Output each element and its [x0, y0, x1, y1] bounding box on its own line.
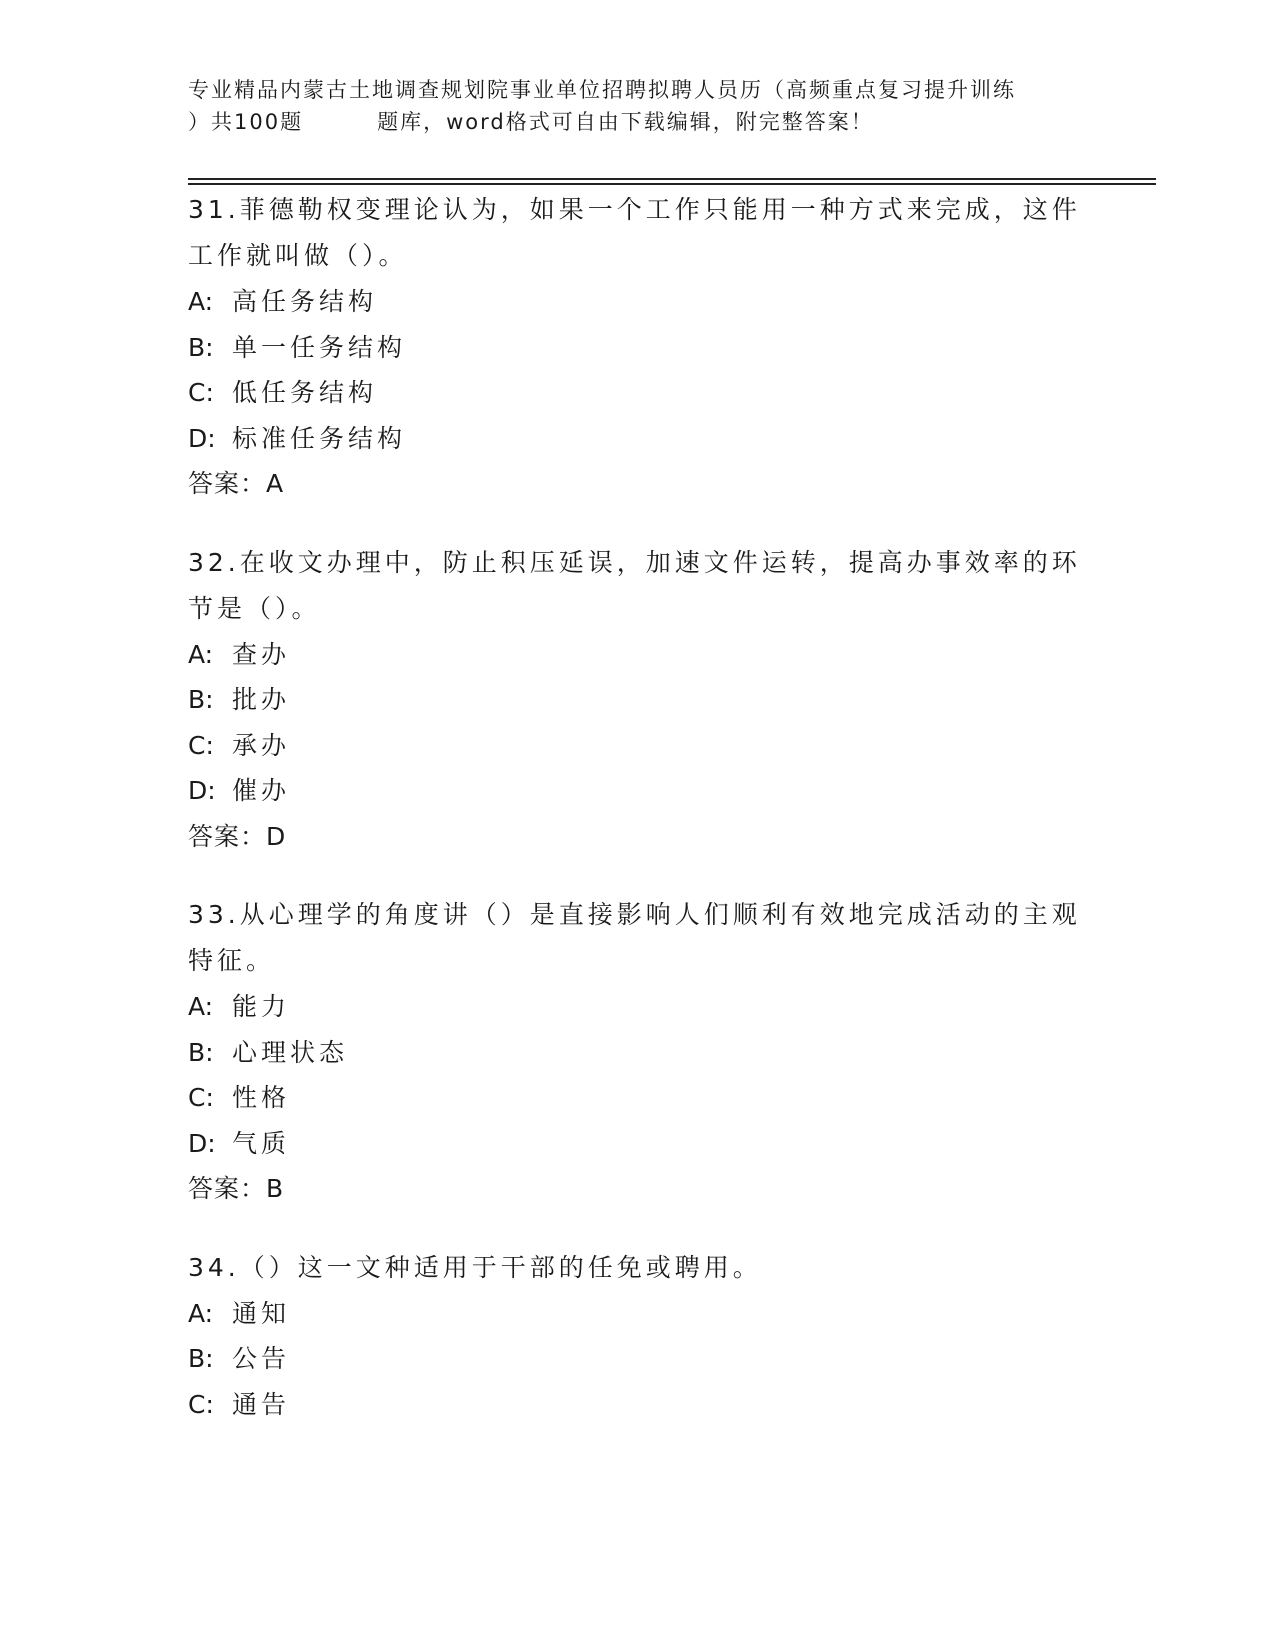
header-divider-top [188, 178, 1156, 180]
question-list [188, 187, 1088, 1460]
option-key: A: [188, 639, 214, 669]
option-text: 能力 [232, 992, 291, 1021]
option-text: 通告 [232, 1389, 291, 1419]
header-divider-bottom [188, 183, 1156, 185]
question-text: 33.从心理学的角度讲（）是直接影响人们顺利有效地完成活动的主观特征。 [188, 900, 1081, 975]
option-a [188, 984, 1088, 1030]
header-line-2 [188, 106, 1088, 138]
answer-label: 答案： [188, 469, 267, 498]
option-b [188, 1030, 1088, 1076]
option-c [188, 723, 1088, 769]
option-text: 批办 [232, 685, 291, 714]
option-text: 气质 [232, 1128, 291, 1158]
option-d [188, 416, 1088, 462]
option-d [188, 1121, 1088, 1167]
document-header [188, 74, 1088, 138]
option-c [188, 1382, 1088, 1428]
option-key: A: [188, 1298, 214, 1328]
question-31 [188, 187, 1088, 507]
option-text: 通知 [232, 1298, 291, 1328]
option-b [188, 325, 1088, 371]
option-key: A: [188, 287, 214, 316]
answer-line [188, 1166, 1088, 1212]
answer-value: D [266, 821, 287, 851]
option-key: C: [188, 1389, 214, 1419]
option-a [188, 632, 1088, 678]
option-text: 标准任务结构 [232, 423, 407, 453]
question-text: 32.在收文办理中，防止积压延误，加速文件运转，提高办事效率的环节是（）。 [188, 547, 1081, 623]
option-text: 性格 [232, 1083, 291, 1112]
option-key: B: [188, 685, 214, 714]
option-c [188, 370, 1088, 416]
option-b [188, 1336, 1088, 1382]
answer-value: A [266, 469, 285, 498]
option-d [188, 768, 1088, 814]
question-33 [188, 892, 1088, 1212]
option-text: 单一任务结构 [232, 332, 407, 362]
question-32 [188, 540, 1088, 860]
question-34 [188, 1245, 1088, 1428]
answer-line [188, 814, 1088, 860]
option-key: C: [188, 378, 214, 407]
option-key: D: [188, 776, 216, 805]
option-a [188, 279, 1088, 325]
option-text: 心理状态 [232, 1037, 349, 1067]
option-text: 催办 [232, 776, 291, 805]
question-text: 31.菲德勒权变理论认为，如果一个工作只能用一种方式来完成，这件工作就叫做（）。 [188, 195, 1081, 270]
option-text: 查办 [232, 639, 291, 669]
option-key: B: [188, 332, 214, 362]
answer-label: 答案： [188, 1174, 267, 1203]
option-b [188, 677, 1088, 723]
option-text: 公告 [232, 1344, 291, 1373]
option-a [188, 1291, 1088, 1337]
option-text: 低任务结构 [232, 378, 378, 407]
option-key: B: [188, 1344, 214, 1373]
option-key: C: [188, 1083, 214, 1112]
answer-line [188, 461, 1088, 507]
header-line-2-part-b: 题库，word格式可自由下载编辑，附完整答案！ [377, 110, 874, 134]
option-key: C: [188, 730, 214, 760]
header-line-2-part-a: ）共100题 [188, 110, 304, 134]
answer-label: 答案： [188, 821, 267, 851]
option-text: 高任务结构 [232, 287, 378, 316]
option-key: A: [188, 992, 214, 1021]
question-text: 34.（）这一文种适用于干部的任免或聘用。 [188, 1252, 762, 1282]
option-key: D: [188, 1128, 216, 1158]
answer-value: B [266, 1174, 285, 1203]
option-key: D: [188, 423, 216, 453]
header-line-1: 专业精品内蒙古土地调查规划院事业单位招聘拟聘人员历（高频重点复习提升训练 [188, 78, 1016, 102]
option-c [188, 1075, 1088, 1121]
option-text: 承办 [232, 730, 291, 760]
option-key: B: [188, 1037, 214, 1067]
